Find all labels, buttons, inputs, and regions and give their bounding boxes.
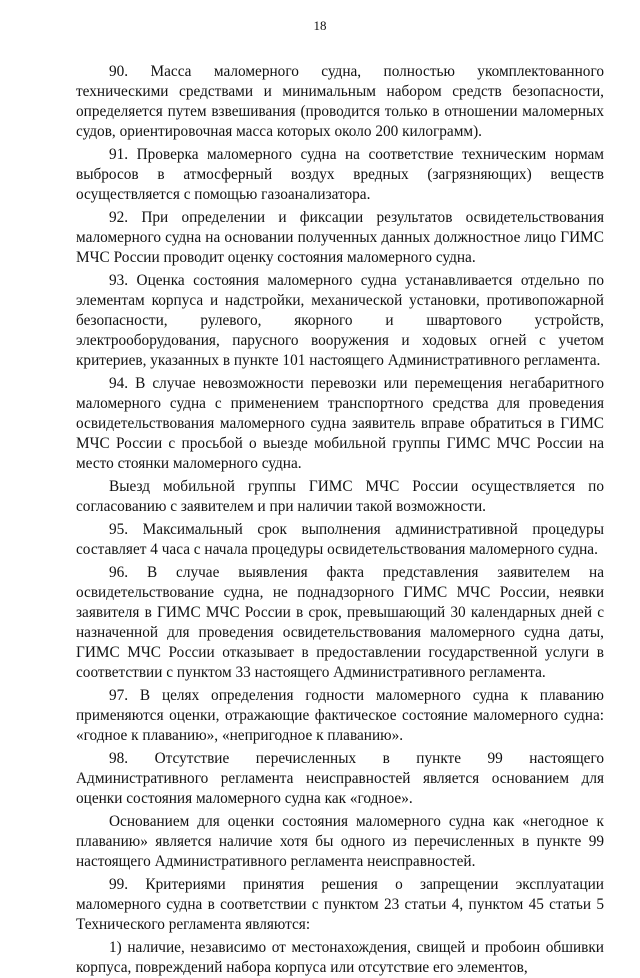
paragraph: 93. Оценка состояния маломерного судна устанавливается отдельно по элементам корпуса и надстройки, механической установки, противопожарной безопасности, рулевого, якорного и швартового устройств, электрооборудования, парусного вооружения и ходовых огней с учетом критериев, указанных в пункте 101 настоящего Административного регламента. bbox=[76, 272, 604, 369]
paragraph: 91. Проверка маломерного судна на соответствие техническим нормам выбросов в атмосферный воздух вредных (загрязняющих) веществ осуществляется с помощью газоанализатора. bbox=[76, 146, 604, 203]
paragraph: 97. В целях определения годности маломерного судна к плаванию применяются оценки, отражающие фактическое состояние маломерного судна: «годное к плаванию», «непригодное к плаванию». bbox=[76, 687, 604, 744]
page-number: 18 bbox=[313, 18, 327, 33]
paragraph: 90. Масса маломерного судна, полностью укомплектованного техническими средствами и минимальным набором средств безопасности, определяется путем взвешивания (проводится только в отношении маломерных судов, ориентировочная масса которых около 200 килограмм). bbox=[76, 63, 604, 140]
document-body bbox=[76, 62, 604, 978]
paragraph: 1) наличие, независимо от местонахождения, свищей и пробоин обшивки корпуса, повреждений набора корпуса или отсутствие его элементов, bbox=[76, 939, 604, 976]
paragraph: 95. Максимальный срок выполнения административной процедуры составляет 4 часа с начала процедуры освидетельствования маломерного судна. bbox=[76, 521, 604, 558]
paragraph: 98. Отсутствие перечисленных в пункте 99 настоящего Административного регламента неисправностей является основанием для оценки состояния маломерного судна как «годное». bbox=[76, 750, 604, 807]
paragraph: 96. В случае выявления факта представления заявителем на освидетельствование судна, не поднадзорного ГИМС МЧС России, неявки заявителя в ГИМС МЧС России в срок, превышающий 30 календарных дней с назначенной для проведения освидетельствования маломерного судна даты, ГИМС МЧС России отказывает в предоставлении государственной услуги в соответствии с пунктом 33 настоящего Административного регламента. bbox=[76, 564, 604, 681]
paragraph: 99. Критериями принятия решения о запрещении эксплуатации маломерного судна в соответствии с пунктом 23 статьи 4, пунктом 45 статьи 5 Технического регламента являются: bbox=[76, 876, 604, 933]
paragraph: 94. В случае невозможности перевозки или перемещения негабаритного маломерного судна с применением транспортного средства для проведения освидетельствования маломерного судна заявитель вправе обратиться в ГИМС МЧС России с просьбой о выезде мобильной группы ГИМС МЧС России на место стоянки маломерного судна. bbox=[76, 375, 604, 472]
paragraph: 92. При определении и фиксации результатов освидетельствования маломерного судна на основании полученных данных должностное лицо ГИМС МЧС России проводит оценку состояния маломерного судна. bbox=[76, 209, 604, 266]
paragraph: Выезд мобильной группы ГИМС МЧС России осуществляется по согласованию с заявителем и при наличии такой возможности. bbox=[76, 478, 604, 515]
paragraph: Основанием для оценки состояния маломерного судна как «негодное к плаванию» является наличие хотя бы одного из перечисленных в пункте 99 настоящего Административного регламента неисправностей. bbox=[76, 813, 604, 870]
